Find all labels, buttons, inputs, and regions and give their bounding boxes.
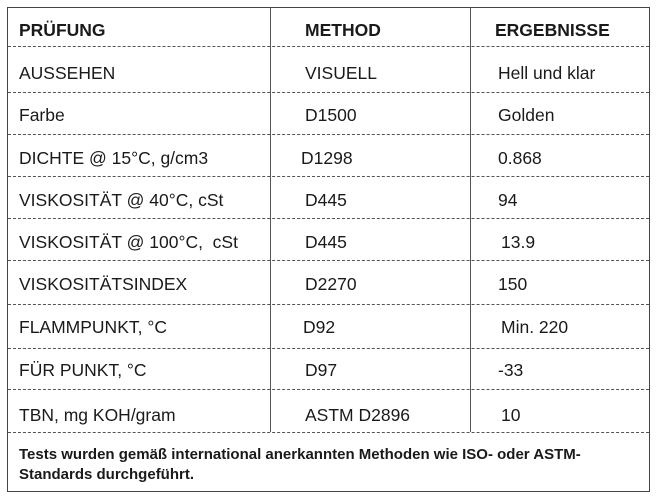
cell-method: D92 bbox=[303, 317, 336, 337]
cell-result: Golden bbox=[498, 105, 555, 125]
cell-result: 0.868 bbox=[498, 148, 542, 168]
cell-method: VISUELL bbox=[305, 63, 377, 83]
table-row bbox=[8, 304, 649, 348]
row-divider bbox=[8, 432, 649, 433]
table-row bbox=[8, 46, 649, 92]
cell-test: VISKOSITÄT @ 100°C, cSt bbox=[19, 232, 238, 252]
header-ergebnisse: ERGEBNISSE bbox=[495, 20, 610, 40]
cell-method: D1500 bbox=[305, 105, 357, 125]
cell-method: D445 bbox=[305, 232, 347, 252]
header-pruefung: PRÜFUNG bbox=[19, 20, 106, 40]
cell-test: TBN, mg KOH/gram bbox=[19, 405, 176, 425]
footnote: Tests wurden gemäß international anerkannten Methoden wie ISO- oder ASTM-Standards durchgeführt. bbox=[19, 446, 581, 483]
cell-method: D445 bbox=[305, 190, 347, 210]
cell-result: 10 bbox=[501, 405, 521, 425]
cell-result: 150 bbox=[498, 274, 528, 294]
cell-method: ASTM D2896 bbox=[305, 405, 411, 425]
specification-table bbox=[7, 7, 650, 492]
cell-result: Min. 220 bbox=[501, 317, 569, 337]
cell-method: D1298 bbox=[301, 148, 353, 168]
cell-test: Farbe bbox=[19, 105, 65, 125]
table-row bbox=[8, 176, 649, 218]
header-method: METHOD bbox=[305, 20, 381, 40]
cell-result: Hell und klar bbox=[498, 63, 596, 83]
cell-method: D97 bbox=[305, 360, 338, 380]
cell-result: -33 bbox=[498, 360, 524, 380]
table-row bbox=[8, 348, 649, 389]
cell-test: FLAMMPUNKT, °C bbox=[19, 317, 167, 337]
cell-method: D2270 bbox=[305, 274, 357, 294]
cell-test: DICHTE @ 15°C, g/cm3 bbox=[19, 148, 209, 168]
table-row bbox=[8, 389, 649, 432]
cell-test: VISKOSITÄTSINDEX bbox=[19, 274, 188, 294]
table-row bbox=[8, 260, 649, 304]
cell-test: FÜR PUNKT, °C bbox=[19, 360, 147, 380]
table-header-row bbox=[8, 8, 649, 46]
cell-test: AUSSEHEN bbox=[19, 63, 116, 83]
table-row bbox=[8, 218, 649, 260]
cell-result: 94 bbox=[498, 190, 518, 210]
cell-test: VISKOSITÄT @ 40°C, cSt bbox=[19, 190, 224, 210]
cell-result: 13.9 bbox=[501, 232, 536, 252]
table-row bbox=[8, 92, 649, 134]
table-row bbox=[8, 134, 649, 176]
